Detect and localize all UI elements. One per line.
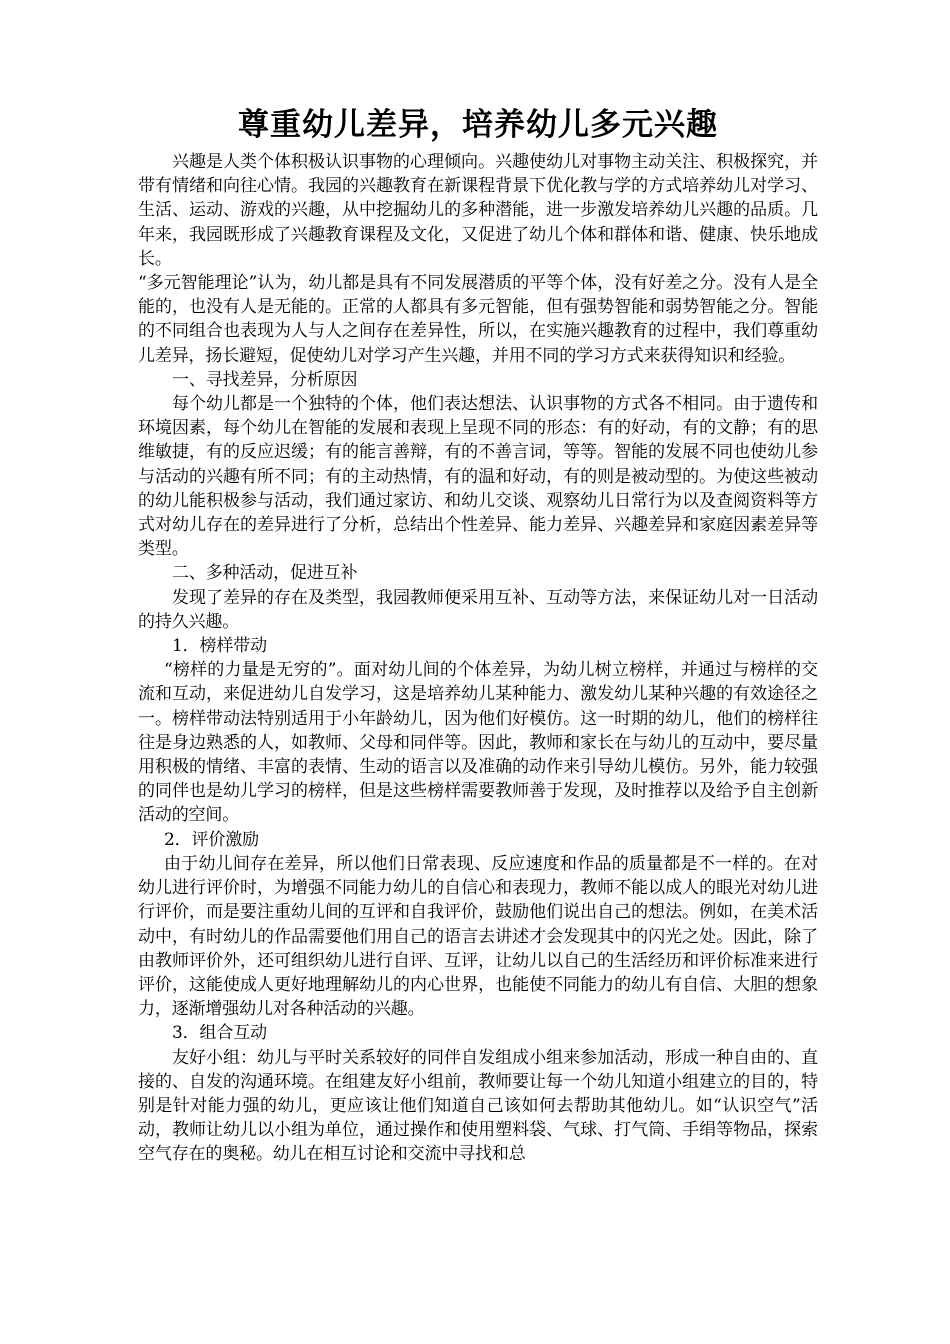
subheading-role-model: 1．榜样带动 [172, 636, 267, 657]
section-heading-1: 一、寻找差异，分析原因 [172, 369, 358, 390]
subheading-group-interaction: 3．组合互动 [172, 1023, 267, 1044]
paragraph-section-1: 每个幼儿都是一个独特的个体，他们表达想法、认识事物的方式各不相同。由于遗传和环境因素，每个幼儿在智能的发展和表现上呈现不同的形态：有的好动，有的文静；有的思维敏捷，有的反应迟缓；有的能言善辩，有的不善言词，等等。智能的发展不同也使幼儿参与活动的兴趣有所不同；有的主动热情，有的温和好动，有的则是被动型的。为使这些被动的幼儿能积极参与活动，我们通过家访、和幼儿交谈、观察幼儿日常行为以及查阅资料等方式对幼儿存在的差异进行了分析，总结出个性差异、能力差异、兴趣差异和家庭因素差异等类型。 [138, 394, 818, 560]
paragraph-role-model: “榜样的力量是无穷的”。面对幼儿间的个体差异，为幼儿树立榜样，并通过与榜样的交流和互动，来促进幼儿自发学习，这是培养幼儿某种能力、激发幼儿某种兴趣的有效途径之一。榜样带动法特别适用于小年龄幼儿，因为他们好模仿。这一时期的幼儿，他们的榜样往往是身边熟悉的人，如教师、父母和同伴等。因此，教师和家长在与幼儿的互动中，要尽量用积极的情绪、丰富的表情、生动的语言以及准确的动作来引导幼儿模仿。另外，能力较强的同伴也是幼儿学习的榜样，但是这些榜样需要教师善于发现，及时推荐以及给予自主创新活动的空间。 [138, 660, 818, 826]
paragraph-section-2: 发现了差异的存在及类型，我园教师便采用互补、互动等方法，来保证幼儿对一日活动的持久兴趣。 [138, 587, 818, 632]
subheading-evaluation: 2．评价激励 [164, 829, 259, 850]
section-heading-2: 二、多种活动，促进互补 [172, 563, 358, 584]
paragraph-theory: “多元智能理论”认为，幼儿都是具有不同发展潜质的平等个体，没有好差之分。没有人是全能的，也没有人是无能的。正常的人都具有多元智能，但有强势智能和弱势智能之分。智能的不同组合也表现为人与人之间存在差异性，所以，在实施兴趣教育的过程中，我们尊重幼儿差异，扬长避短，促使幼儿对学习产生兴趣，并用不同的学习方式来获得知识和经验。 [138, 273, 818, 366]
document-page [138, 100, 818, 1167]
document-title: 尊重幼儿差异，培养幼儿多元兴趣 [238, 107, 718, 143]
paragraph-intro: 兴趣是人类个体积极认识事物的心理倾向。兴趣使幼儿对事物主动关注、积极探究，并带有情绪和向往心情。我园的兴趣教育在新课程背景下优化教与学的方式培养幼儿对学习、生活、运动、游戏的兴趣，从中挖掘幼儿的多种潜能，进一步激发培养幼儿兴趣的品质。几年来，我园既形成了兴趣教育课程及文化，又促进了幼儿个体和群体和谐、健康、快乐地成长。 [138, 152, 818, 269]
paragraph-group-interaction: 友好小组：幼儿与平时关系较好的同伴自发组成小组来参加活动，形成一种自由的、直接的、自发的沟通环境。在组建友好小组前，教师要让每一个幼儿知道小组建立的目的，特别是针对能力强的幼儿，更应该让他们知道自己该如何去帮助其他幼儿。如“认识空气”活动，教师让幼儿以小组为单位，通过操作和使用塑料袋、气球、打气筒、手绢等物品，探索空气存在的奥秘。幼儿在相互讨论和交流中寻找和总 [138, 1047, 818, 1165]
paragraph-evaluation: 由于幼儿间存在差异，所以他们日常表现、反应速度和作品的质量都是不一样的。在对幼儿进行评价时，为增强不同能力幼儿的自信心和表现力，教师不能以成人的眼光对幼儿进行评价，而是要注重幼儿间的互评和自我评价，鼓励他们说出自己的想法。例如，在美术活动中，有时幼儿的作品需要他们用自己的语言去讲述才会发现其中的闪光之处。因此，除了由教师评价外，还可组织幼儿进行自评、互评，让幼儿以自己的生活经历和评价标准来进行评价，这能使成人更好地理解幼儿的内心世界，也能使不同能力的幼儿有自信、大胆的想象力，逐渐增强幼儿对各种活动的兴趣。 [138, 853, 818, 1020]
